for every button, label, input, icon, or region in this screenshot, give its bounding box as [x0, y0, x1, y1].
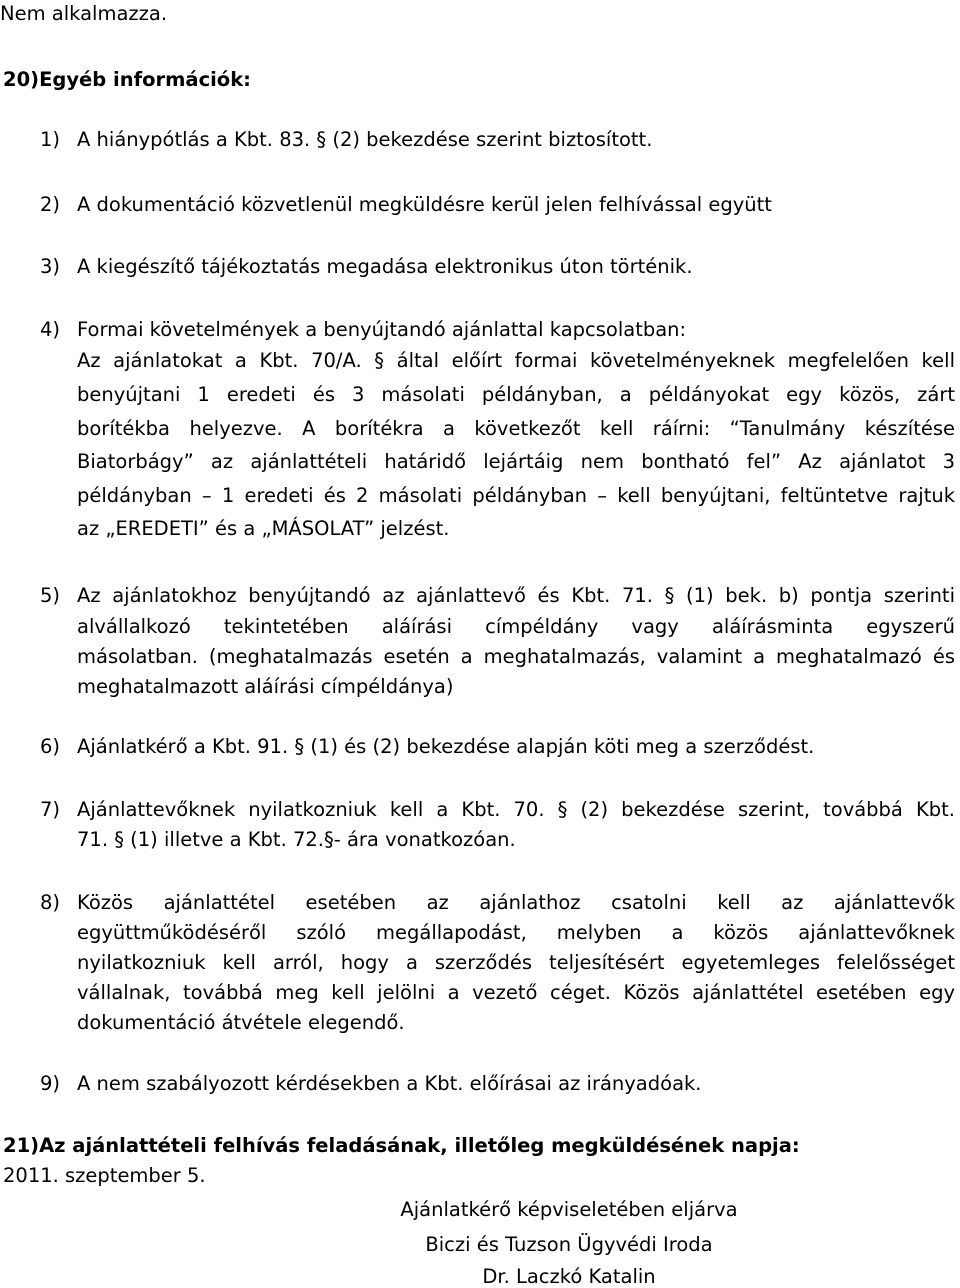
item-7-line: 71. § (1) illetve a Kbt. 72.§- ára vonatkozóan.: [77, 828, 516, 851]
item-9-text: A nem szabályozott kérdésekben a Kbt. előírásai az irányadóak.: [77, 1072, 702, 1095]
item-4-line: Az ajánlatokat a Kbt. 70/A. § által előírt formai követelményeknek megfelelően kell: [77, 349, 955, 372]
item-4-line: borítékba helyezve. A borítékra a következőt kell ráírni: “Tanulmány készítése: [77, 417, 955, 440]
section-20-title: Egyéb információk:: [39, 68, 251, 91]
item-8-line: dokumentáció átvétele elegendő.: [77, 1011, 405, 1034]
section-20-heading: [3, 70, 251, 90]
item-4-line: Formai követelmények a benyújtandó ajánlattal kapcsolatban:: [77, 318, 687, 341]
date: 2011. szeptember 5.: [3, 1164, 206, 1187]
item-9-number: 9): [40, 1072, 61, 1095]
item-5-line: másolatban. (meghatalmazás esetén a meghatalmazás, valamint a meghatalmazó és: [77, 645, 955, 668]
signature-line-1: Ajánlatkérő képviseletében eljárva: [400, 1198, 738, 1221]
section-21-number: 21): [3, 1134, 40, 1157]
section-20-number: 20): [3, 68, 40, 91]
item-2-text: A dokumentáció közvetlenül megküldésre kerül jelen felhívással együtt: [77, 193, 772, 216]
item-4-line: Biatorbágy” az ajánlattételi határidő lejártáig nem bontható fel” Az ajánlatot 3: [77, 450, 955, 473]
signature-line-2: Biczi és Tuzson Ügyvédi Iroda: [425, 1233, 713, 1256]
item-6-text: Ajánlatkérő a Kbt. 91. § (1) és (2) bekezdése alapján köti meg a szerződést.: [77, 735, 815, 758]
item-8-line: Közös ajánlattétel esetében az ajánlathoz csatolni kell az ajánlattevők: [77, 891, 955, 914]
item-8-number: 8): [40, 891, 61, 914]
item-4-line: példányban – 1 eredeti és 2 másolati példányban – kell benyújtani, feltüntetve rajtuk: [77, 484, 955, 507]
item-5-line: meghatalmazott aláírási címpéldánya): [77, 675, 454, 698]
item-3-number: 3): [40, 255, 61, 278]
section-21-heading: [3, 1136, 800, 1156]
item-4-number: 4): [40, 318, 61, 341]
item-4-line: benyújtani 1 eredeti és 3 másolati példányban, a példányokat egy közös, zárt: [77, 383, 955, 406]
item-7-line: Ajánlattevőknek nyilatkozniuk kell a Kbt. 70. § (2) bekezdése szerint, továbbá Kbt.: [77, 798, 955, 821]
item-5-line: Az ajánlatokhoz benyújtandó az ajánlattevő és Kbt. 71. § (1) bek. b) pontja szerinti: [77, 584, 955, 607]
section-21-title: Az ajánlattételi felhívás feladásának, illetőleg megküldésének napja:: [39, 1134, 800, 1157]
item-5-line: alvállalkozó tekintetében aláírási címpéldány vagy aláírásminta egyszerű: [77, 615, 955, 638]
item-1-text: A hiánypótlás a Kbt. 83. § (2) bekezdése szerint biztosított.: [77, 128, 653, 151]
item-5-number: 5): [40, 584, 61, 607]
item-1-number: 1): [40, 128, 61, 151]
item-8-line: vállalnak, továbbá meg kell jelölni a vezető céget. Közös ajánlattétel esetében egy: [77, 981, 955, 1004]
top-note: Nem alkalmazza.: [0, 2, 168, 25]
signature-line-3: Dr. Laczkó Katalin: [482, 1265, 656, 1288]
item-8-line: nyilatkozniuk kell arról, hogy a szerződés teljesítésért egyetemleges felelősséget: [77, 951, 955, 974]
item-3-text: A kiegészítő tájékoztatás megadása elektronikus úton történik.: [77, 255, 693, 278]
item-4-line: az „EREDETI” és a „MÁSOLAT” jelzést.: [77, 517, 450, 540]
item-7-number: 7): [40, 798, 61, 821]
item-6-number: 6): [40, 735, 61, 758]
item-8-line: együttműködéséről szóló megállapodást, melyben a közös ajánlattevőknek: [77, 921, 955, 944]
item-2-number: 2): [40, 193, 61, 216]
